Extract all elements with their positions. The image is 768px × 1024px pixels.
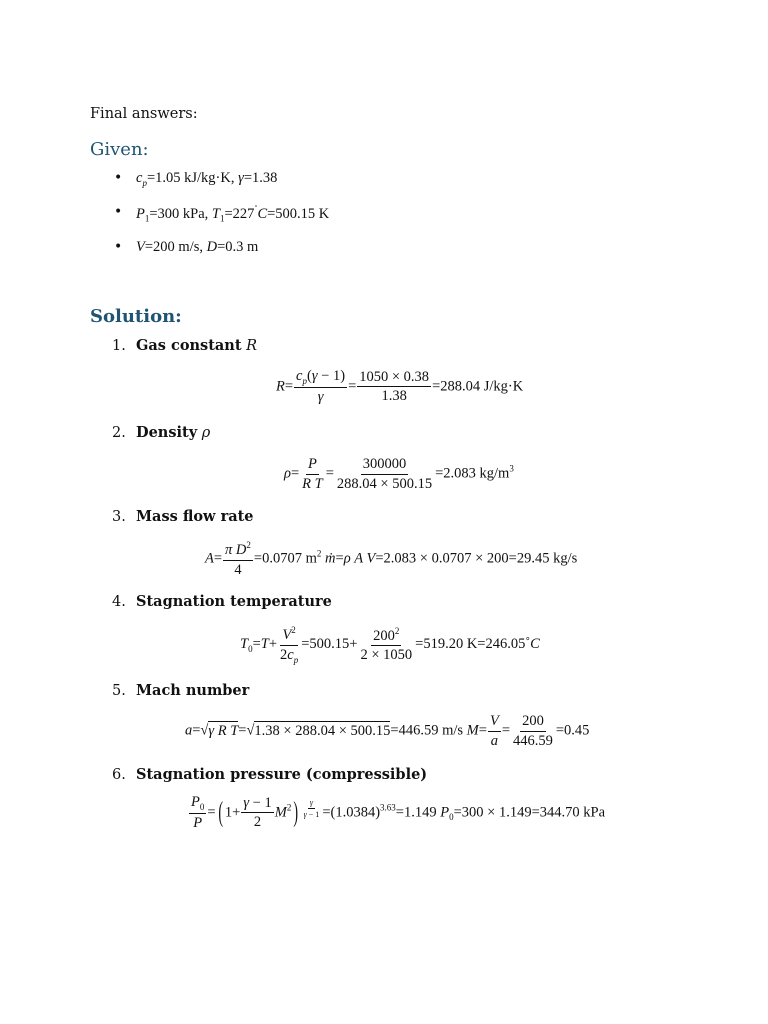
- document-page: Final answers: Given: • $c_p=1.05$ kJ/kg·K, γ=1.38 • $P_1=300$ kPa, $T_1=227^˚C=500.15$ K • V=200 m/s, D=0.3 m Solution: 1. Gas constant R R= $\frac{c_p(\gamma - 1)}{\gamma}$ = $\frac{1050 \times 0.38}{1.38}$ =288.04 J/kg·K 2. Density ρ ρ= $\frac{P}{\text{R T}}$ = $\frac{300000}{288.04 \times 500.15}$ =2.083 $kg/m^3$ 3. Mass flow rate A= $\frac{\pi D^2}{4}$ =0.0707 $m^2$ ṁ=ρ A V=2.083 × 0.0707 × 200=29.45 kg/s 4. Stagnation temperature $T_0=T+$ $\frac{V^2}{2c_p}$ =500.15+ $\frac{200^2}{2 \times 1050}$ =519.20 K=246.05˚C 5. Mach number a=√γ R T=√1.38 × 288.04 × 500.15=446.59 m/s M= $\frac{V}{a}$ = $\frac{200}{446.59}$ =0.45 6. Stagnation pressure (compressible) $\frac{P_0}{P}$ =( 1+ $\frac{\gamma - 1}{2}$ $M^2$) $^{\frac{\gamma}{\gamma - 1}}$ $=(1.0384)^{3.63}=1.149$ $P_0=300 \times 1.149=344.70$ kPa: [90, 106, 606, 832]
- equation-mach-number: a=√γ R T=√1.38 × 288.04 × 500.15=446.59 m/s M= $\frac{V}{a}$ = $\frac{200}{446.59}$ =0.45: [185, 713, 590, 749]
- bullet-dot: •: [114, 170, 123, 186]
- bullet-dot: •: [114, 239, 123, 255]
- step-4-title: 4. Stagnation temperature: [112, 593, 332, 610]
- equation-density: ρ= $\frac{P}{\text{R T}}$ = $\frac{300000}{288.04 \times 500.15}$ =2.083 $kg/m^3$: [284, 456, 514, 492]
- equation-stagnation-temperature: $T_0=T+$ $\frac{V^2}{2c_p}$ =500.15+ $\frac{200^2}{2 \times 1050}$ =519.20 K=246.05˚C: [240, 625, 540, 665]
- step-3-title: 3. Mass flow rate: [112, 508, 254, 525]
- step-2-title: 2. Density ρ: [112, 424, 211, 441]
- solution-heading: Solution:: [90, 306, 182, 327]
- bullet-dot: •: [114, 204, 123, 220]
- intro-text: Final answers:: [90, 106, 198, 122]
- step-1-title: 1. Gas constant R: [112, 337, 258, 354]
- equation-gas-constant: R= $\frac{c_p(\gamma - 1)}{\gamma}$ = $\frac{1050 \times 0.38}{1.38}$ =288.04 J/kg·K: [276, 368, 524, 406]
- given-heading: Given:: [90, 139, 149, 160]
- equation-mass-flow: A= $\frac{\pi D^2}{4}$ =0.0707 $m^2$ ṁ=ρ A V=2.083 × 0.0707 × 200=29.45 kg/s: [205, 540, 578, 578]
- step-5-title: 5. Mach number: [112, 682, 250, 699]
- step-6-title: 6. Stagnation pressure (compressible): [112, 766, 428, 783]
- equation-stagnation-pressure: $\frac{P_0}{P}$ =( 1+ $\frac{\gamma - 1}{2}$ $M^2$) $^{\frac{\gamma}{\gamma - 1}}$ $=(1.0384)^{3.63}=1.149$ $P_0=300 \times 1.149=344.70$ kPa: [191, 794, 606, 832]
